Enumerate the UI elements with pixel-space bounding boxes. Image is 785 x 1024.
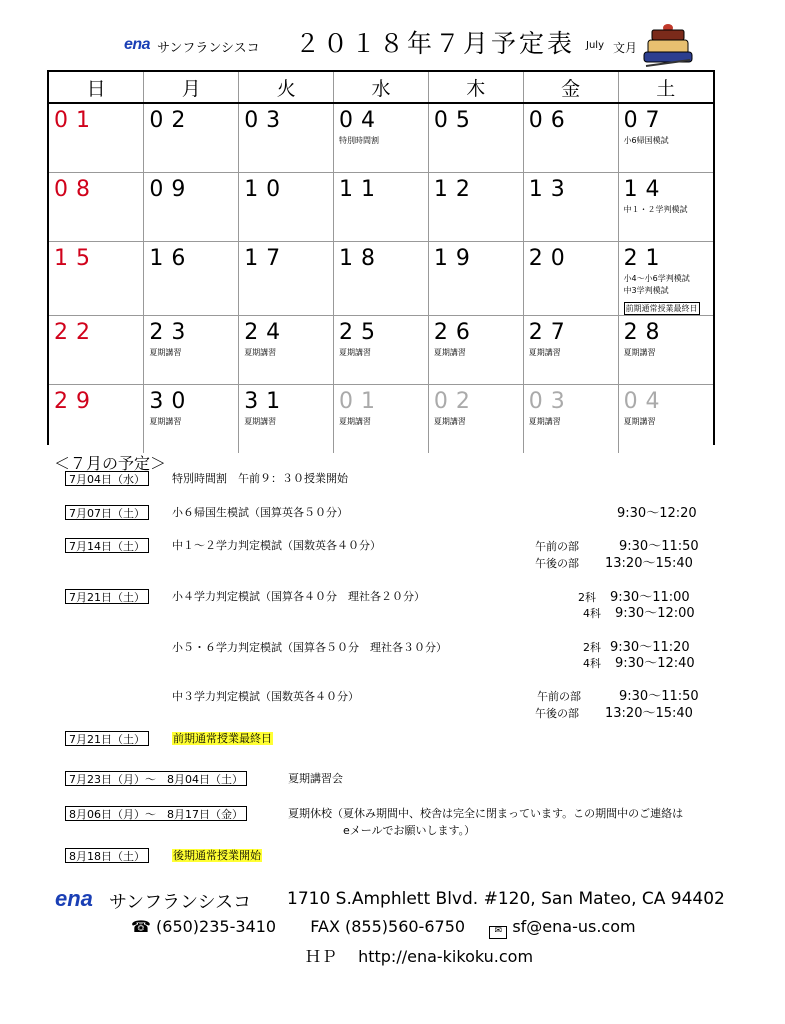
day-number: 20 xyxy=(528,246,573,271)
footer-address: 1710 S.Amphlett Blvd. #120, San Mateo, CA 94402 xyxy=(287,889,725,909)
event-text: 夏期講習会 xyxy=(288,772,343,785)
day-note: 夏期講習 xyxy=(149,348,182,357)
day-note: 夏期講習 xyxy=(244,417,277,426)
day-number: 14 xyxy=(623,177,668,202)
calendar-day-cell xyxy=(523,103,618,173)
day-number: 26 xyxy=(433,320,478,345)
mail-icon: ✉ xyxy=(489,926,507,939)
footer-school-name: サンフランシスコ xyxy=(109,892,252,913)
event-text: 夏期休校（夏休み期間中、校舎は完全に閉まっています。この期間中のご連絡は xyxy=(288,807,684,820)
event-time: 9:30～12:20 xyxy=(617,506,697,521)
calendar-day-cell xyxy=(334,242,429,316)
calendar-day-cell xyxy=(523,242,618,316)
event-text: 中３学力判定模試（国数英各４０分） xyxy=(172,690,359,703)
day-note: 小6帰国模試 xyxy=(623,136,669,145)
calendar-day-cell xyxy=(523,173,618,242)
day-number: 12 xyxy=(433,177,478,202)
calendar-day-cell xyxy=(334,173,429,242)
session-label: 2科 xyxy=(583,641,601,654)
session-time: 13:20～15:40 xyxy=(605,556,693,571)
day-number: 16 xyxy=(149,246,194,271)
session-label: 4科 xyxy=(583,607,601,620)
homepage-link[interactable]: ＨＰ http://ena-kikoku.com xyxy=(305,947,534,966)
session-time: 9:30～11:50 xyxy=(619,689,699,704)
event-date: 7月21日（土） xyxy=(65,731,149,746)
calendar-day-cell xyxy=(239,173,334,242)
weekday-header: 火 xyxy=(239,72,334,103)
day-note-boxed: 前期通常授業最終日 xyxy=(625,304,698,313)
day-number: 09 xyxy=(149,177,194,202)
calendar-day-cell xyxy=(144,242,239,316)
page-title: ２０１８年７月予定表 xyxy=(295,29,576,58)
month-japanese: 文月 xyxy=(613,41,638,55)
day-note: 夏期講習 xyxy=(149,417,182,426)
session-label: 午後の部 xyxy=(535,557,579,570)
weekday-header: 月 xyxy=(144,72,239,103)
weekday-header: 木 xyxy=(428,72,523,103)
footer-contact xyxy=(131,917,636,938)
day-number: 24 xyxy=(244,320,289,345)
calendar-day-cell xyxy=(144,173,239,242)
email-link[interactable]: sf@ena-us.com xyxy=(512,917,636,936)
calendar-day-cell xyxy=(239,242,334,316)
calendar-day-cell xyxy=(144,385,239,454)
event-date: 7月04日（水） xyxy=(65,471,149,486)
calendar-day-cell xyxy=(49,242,144,316)
day-number: 25 xyxy=(339,320,384,345)
calendar-day-cell xyxy=(428,316,523,385)
calendar-day-cell xyxy=(618,103,713,173)
day-number: 08 xyxy=(54,177,98,202)
weekday-header: 日 xyxy=(49,72,144,103)
calendar-day-cell xyxy=(334,385,429,454)
day-number: 23 xyxy=(149,320,194,345)
day-number: 27 xyxy=(528,320,573,345)
day-number: 03 xyxy=(244,108,289,133)
session-time: 9:30～11:50 xyxy=(619,539,699,554)
day-number: 03 xyxy=(528,389,573,414)
day-number: 30 xyxy=(149,389,194,414)
calendar-day-cell xyxy=(428,242,523,316)
day-note: 夏期講習 xyxy=(244,348,277,357)
day-note: 夏期講習 xyxy=(528,348,561,357)
school-name: サンフランシスコ xyxy=(157,41,260,56)
event-text: 小６帰国生模試（国算英各５０分） xyxy=(172,506,348,519)
day-number: 21 xyxy=(623,246,668,271)
day-note: 中3学判模試 xyxy=(623,286,669,295)
session-label: 2科 xyxy=(578,591,596,604)
phone-number: ☎ (650)235-3410 xyxy=(131,917,277,936)
calendar-grid xyxy=(47,70,715,445)
day-number: 04 xyxy=(623,389,668,414)
day-number: 06 xyxy=(528,108,573,133)
event-date: 7月21日（土） xyxy=(65,589,149,604)
day-note: 中１・２学判模試 xyxy=(623,205,688,214)
lunchbox-icon xyxy=(642,20,694,72)
event-text: 小４学力判定模試（国算各４０分 理社各２０分） xyxy=(172,590,425,603)
calendar-day-cell xyxy=(428,173,523,242)
day-number: 17 xyxy=(244,246,289,271)
calendar-week-row xyxy=(49,173,713,242)
calendar-day-cell xyxy=(49,173,144,242)
event-date: 7月14日（土） xyxy=(65,538,149,553)
day-number: 19 xyxy=(433,246,478,271)
ena-logo: ena xyxy=(124,36,151,53)
calendar-day-cell xyxy=(618,242,713,316)
event-date: 7月07日（土） xyxy=(65,505,149,520)
highlight-text: 前期通常授業最終日 xyxy=(173,732,272,745)
day-number: 05 xyxy=(433,108,478,133)
fax-number: FAX (855)560-6750 xyxy=(310,917,466,936)
calendar-week-row xyxy=(49,103,713,173)
session-label: 4科 xyxy=(583,657,601,670)
calendar-week-row xyxy=(49,385,713,454)
session-label: 午前の部 xyxy=(537,690,581,703)
calendar-day-cell xyxy=(334,103,429,173)
event-date: 8月06日（月）～ 8月17日（金） xyxy=(65,806,247,821)
day-number: 15 xyxy=(54,246,98,271)
event-date: 7月23日（月）～ 8月04日（土） xyxy=(65,771,247,786)
weekday-header: 土 xyxy=(618,72,713,103)
day-note: 夏期講習 xyxy=(433,417,466,426)
event-text: 特別時間割 午前９：３０授業開始 xyxy=(172,472,348,485)
day-note: 夏期講習 xyxy=(433,348,466,357)
footer-ena-logo: ena xyxy=(55,886,93,911)
calendar-week-row xyxy=(49,316,713,385)
page-header xyxy=(0,0,785,72)
session-time: 9:30～12:40 xyxy=(615,656,695,671)
day-note: 夏期講習 xyxy=(339,417,372,426)
day-number: 07 xyxy=(623,108,668,133)
calendar-table xyxy=(49,72,713,453)
calendar-day-cell xyxy=(618,173,713,242)
day-note: 夏期講習 xyxy=(623,348,656,357)
session-time: 9:30～11:00 xyxy=(610,590,690,605)
day-number: 31 xyxy=(244,389,289,414)
day-number: 04 xyxy=(339,108,384,133)
day-note: 夏期講習 xyxy=(339,348,372,357)
calendar-day-cell xyxy=(239,385,334,454)
day-number: 01 xyxy=(339,389,384,414)
event-text xyxy=(172,848,262,863)
session-label: 午前の部 xyxy=(535,540,579,553)
weekday-header: 水 xyxy=(334,72,429,103)
event-text-continued: eメールでお願いします。） xyxy=(343,824,476,837)
calendar-day-cell xyxy=(523,385,618,454)
session-label: 午後の部 xyxy=(535,707,579,720)
day-number: 29 xyxy=(54,389,98,414)
calendar-day-cell xyxy=(239,316,334,385)
session-time: 9:30～11:20 xyxy=(610,640,690,655)
calendar-day-cell xyxy=(49,103,144,173)
calendar-day-cell xyxy=(239,103,334,173)
day-number: 28 xyxy=(623,320,668,345)
day-number: 13 xyxy=(528,177,573,202)
day-number: 18 xyxy=(339,246,384,271)
day-number: 22 xyxy=(54,320,98,345)
calendar-day-cell xyxy=(618,385,713,454)
calendar-week-row xyxy=(49,242,713,316)
schedule-title: ＜７月の予定＞ xyxy=(54,454,167,473)
calendar-day-cell xyxy=(428,103,523,173)
calendar-day-cell xyxy=(49,385,144,454)
highlight-text: 後期通常授業開始 xyxy=(173,849,261,862)
day-number: 11 xyxy=(339,177,384,202)
day-note: 夏期講習 xyxy=(528,417,561,426)
day-note: 小4～小6学判模試 xyxy=(623,274,690,283)
event-date: 8月18日（土） xyxy=(65,848,149,863)
day-note: 夏期講習 xyxy=(623,417,656,426)
day-number: 01 xyxy=(54,108,98,133)
event-text: 中１～２学力判定模試（国数英各４０分） xyxy=(172,539,381,552)
session-time: 13:20～15:40 xyxy=(605,706,693,721)
day-number: 02 xyxy=(149,108,194,133)
calendar-day-cell xyxy=(334,316,429,385)
weekday-header: 金 xyxy=(523,72,618,103)
day-number: 02 xyxy=(433,389,478,414)
weekday-header-row xyxy=(49,72,713,103)
event-text: 小５・６学力判定模試（国算各５０分 理社各３０分） xyxy=(172,641,447,654)
calendar-day-cell xyxy=(144,316,239,385)
calendar-day-cell xyxy=(618,316,713,385)
calendar-day-cell xyxy=(49,316,144,385)
event-text xyxy=(172,731,273,746)
month-english: July xyxy=(586,40,604,51)
calendar-day-cell xyxy=(428,385,523,454)
day-number: 10 xyxy=(244,177,289,202)
session-time: 9:30～12:00 xyxy=(615,606,695,621)
day-note: 特別時間割 xyxy=(339,136,380,145)
calendar-day-cell xyxy=(144,103,239,173)
calendar-day-cell xyxy=(523,316,618,385)
